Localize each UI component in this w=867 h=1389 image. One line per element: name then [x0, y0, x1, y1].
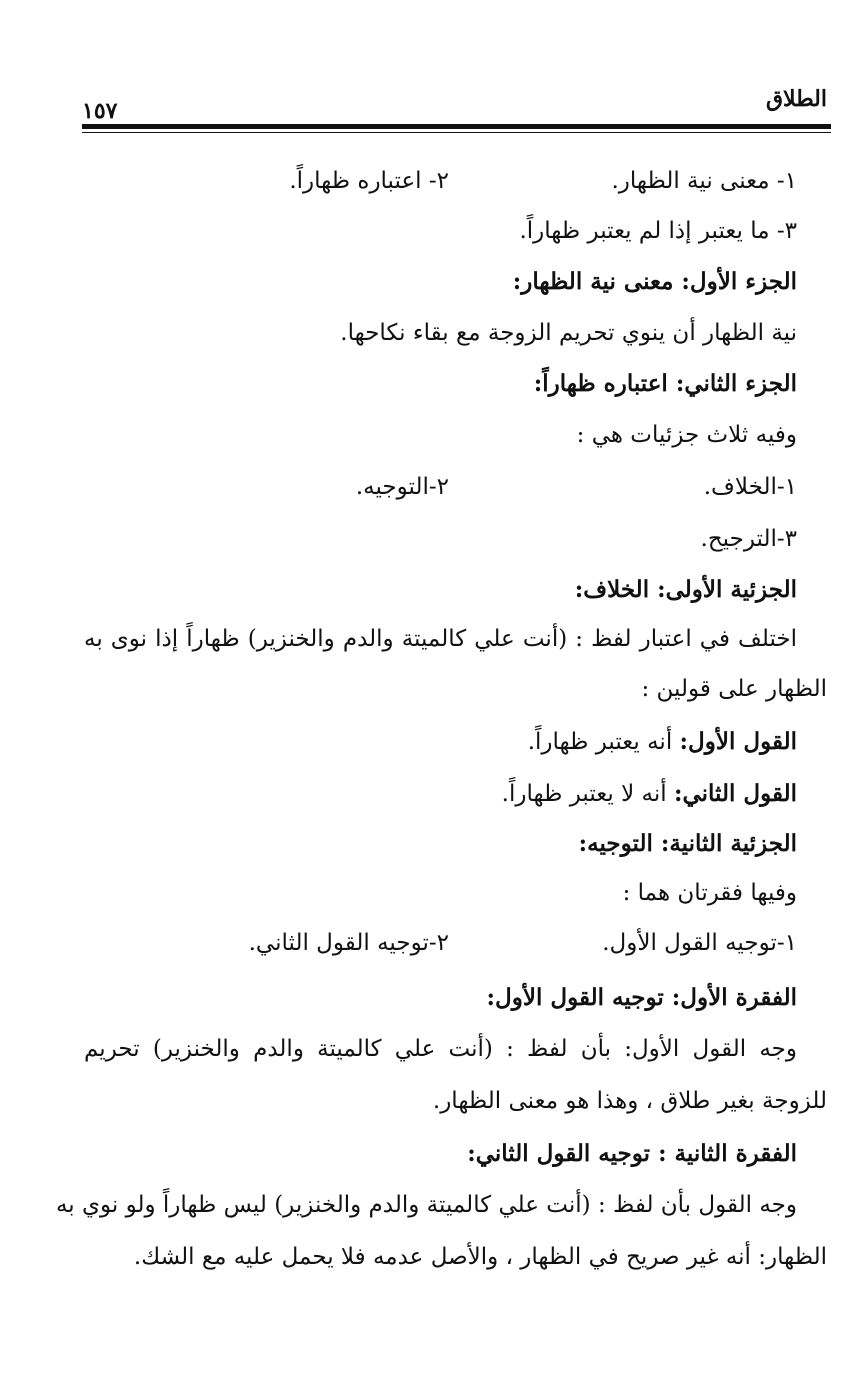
- section-heading-part-2: الجزء الثاني: اعتباره ظهاراً:: [533, 370, 797, 397]
- running-header-title: الطلاق: [765, 86, 827, 112]
- paragraph-clause-2-line-2: الظهار: أنه غير صريح في الظهار ، والأصل عدمه فلا يحمل عليه مع الشك.: [133, 1244, 827, 1270]
- section-heading-part-1: الجزء الأول: معنى نية الظهار:: [512, 268, 797, 295]
- list-item-3: ٣- ما يعتبر إذا لم يعتبر ظهاراً.: [519, 218, 797, 244]
- section-heading-clause-2: الفقرة الثانية : توجيه القول الثاني:: [467, 1140, 797, 1167]
- paragraph-clause-1-line-2: للزوجة بغير طلاق ، وهذا هو معنى الظهار.: [432, 1088, 827, 1114]
- opinion-1: [528, 728, 797, 755]
- opinion-2-text: أنه لا يعتبر ظهاراً.: [501, 781, 667, 807]
- paragraph-intent-definition: نية الظهار أن ينوي تحريم الزوجة مع بقاء نكاحها.: [340, 320, 797, 346]
- list-item-disagreement: ١-الخلاف.: [703, 474, 797, 500]
- opinion-2-label: القول الثاني:: [673, 780, 797, 807]
- list-item-1: ١- معنى نية الظهار.: [611, 168, 797, 194]
- opinion-1-label: القول الأول:: [679, 728, 797, 755]
- paragraph-two-clauses: وفيها فقرتان هما :: [622, 880, 797, 906]
- header-rule-thick: [82, 124, 831, 129]
- paragraph-disagreement-line-2: الظهار على قولين :: [641, 676, 827, 702]
- opinion-1-text: أنه يعتبر ظهاراً.: [527, 729, 673, 755]
- section-heading-justification: الجزئية الثانية: التوجيه:: [578, 830, 797, 857]
- paragraph-disagreement-line-1: اختلف في اعتبار لفظ : (أنت علي كالميتة والدم والخنزير) ظهاراً إذا نوى به: [84, 626, 797, 652]
- list-item-preference: ٣-الترجيح.: [700, 526, 797, 552]
- opinion-2: [502, 780, 797, 807]
- paragraph-subparts-intro: وفيه ثلاث جزئيات هي :: [576, 422, 797, 448]
- list-item-justify-opinion-1: ١-توجيه القول الأول.: [602, 930, 797, 956]
- paragraph-clause-2-line-1: وجه القول بأن لفظ : (أنت علي كالميتة والدم والخنزير) ليس ظهاراً ولو نوي به: [55, 1192, 797, 1218]
- page-number: ١٥٧: [82, 98, 118, 124]
- header-rule-thin: [82, 132, 831, 133]
- list-item-justification: ٢-التوجيه.: [355, 474, 449, 500]
- section-heading-disagreement: الجزئية الأولى: الخلاف:: [574, 576, 797, 603]
- list-item-2: ٢- اعتباره ظهاراً.: [289, 168, 449, 194]
- paragraph-clause-1-line-1: وجه القول الأول: بأن لفظ : (أنت علي كالميتة والدم والخنزير) تحريم: [84, 1036, 797, 1062]
- section-heading-clause-1: الفقرة الأول: توجيه القول الأول:: [486, 984, 797, 1011]
- list-item-justify-opinion-2: ٢-توجيه القول الثاني.: [248, 930, 449, 956]
